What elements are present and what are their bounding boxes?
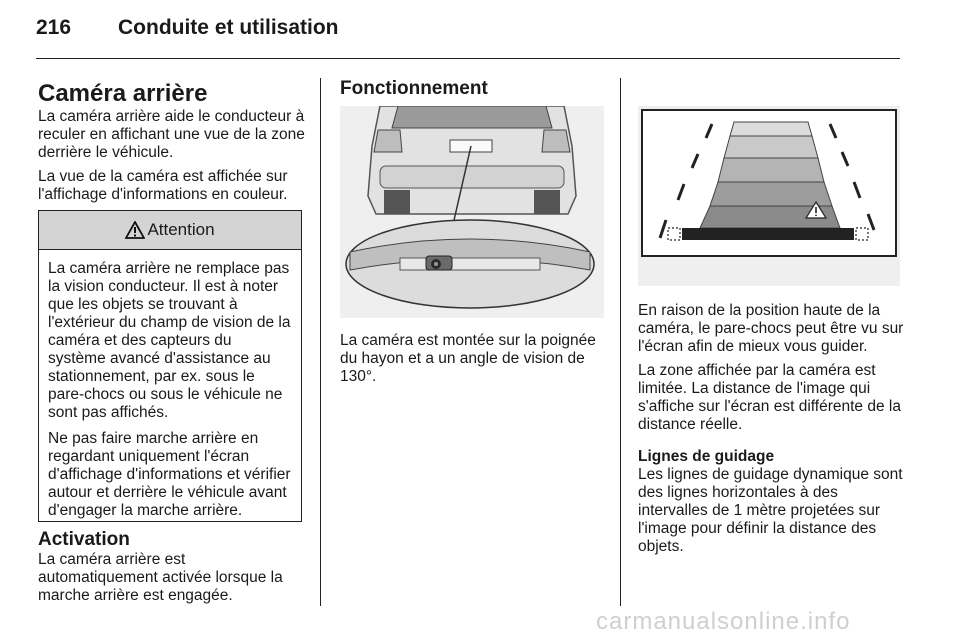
warning-paragraph: La caméra arrière ne remplace pas la vision conducteur. Il est à noter que les objets se trouvant à l'extérieur du champ de vision de la caméra et des capteurs du système avancé d'assistance au stationnement, par ex. sous le pare-chocs ou sous le véhicule ne sont pas affichés. <box>48 260 291 421</box>
right-column-text <box>638 302 904 562</box>
column-divider-right <box>620 78 621 606</box>
intro-paragraph: La vue de la caméra est affichée sur l'affichage d'informations en couleur. <box>38 168 288 203</box>
watermark: carmanualsonline.info <box>596 608 851 635</box>
middle-column-title <box>340 78 606 100</box>
column-divider-left <box>320 78 321 606</box>
section-title-activation: Activation <box>38 529 130 550</box>
subsection-title-guidelines: Lignes de guidage <box>638 448 775 465</box>
page-number: 216 <box>36 16 72 39</box>
intro-paragraph: La caméra arrière aide le conducteur à reculer en affichant une vue de la zone derrière le véhicule. <box>38 108 305 161</box>
left-column-intro <box>38 80 306 210</box>
warning-box <box>38 210 302 522</box>
section-title-operation: Fonctionnement <box>340 78 488 99</box>
right-paragraph: En raison de la position haute de la caméra, le pare-chocs peut être vu sur l'écran afin de mieux vous guider. <box>638 302 904 355</box>
warning-header <box>39 211 301 250</box>
warning-paragraph: Ne pas faire marche arrière en regardant uniquement l'écran d'affichage d'informations et vérifier autour et derrière le véhicule avant d'engager la marche arrière. <box>48 430 291 519</box>
camera-location-illustration <box>340 106 604 318</box>
section-title-rear-camera: Caméra arrière <box>38 80 208 107</box>
header-divider <box>36 58 900 59</box>
camera-caption: La caméra est montée sur la poignée du hayon et a un angle de vision de 130°. <box>340 332 596 385</box>
guidelines-screen-image <box>638 106 900 286</box>
activation-text: La caméra arrière est automatiquement activée lorsque la marche arrière est engagée. <box>38 551 283 604</box>
warning-triangle-icon <box>125 221 145 239</box>
vehicle-rear-camera-image <box>340 106 604 318</box>
guidelines-text: Les lignes de guidage dynamique sont des lignes horizontales à des intervalles de 1 mètre projetées sur l'image pour définir la distance des objets. <box>638 466 903 555</box>
chapter-title: Conduite et utilisation <box>118 16 339 39</box>
activation-section <box>38 529 306 611</box>
right-paragraph: La zone affichée par la caméra est limitée. La distance de l'image qui s'affiche sur l'écran est différente de la distance réelle. <box>638 362 901 433</box>
camera-display-illustration <box>638 106 900 286</box>
middle-caption <box>340 332 606 392</box>
warning-body <box>39 250 301 520</box>
warning-title: Attention <box>147 220 215 239</box>
